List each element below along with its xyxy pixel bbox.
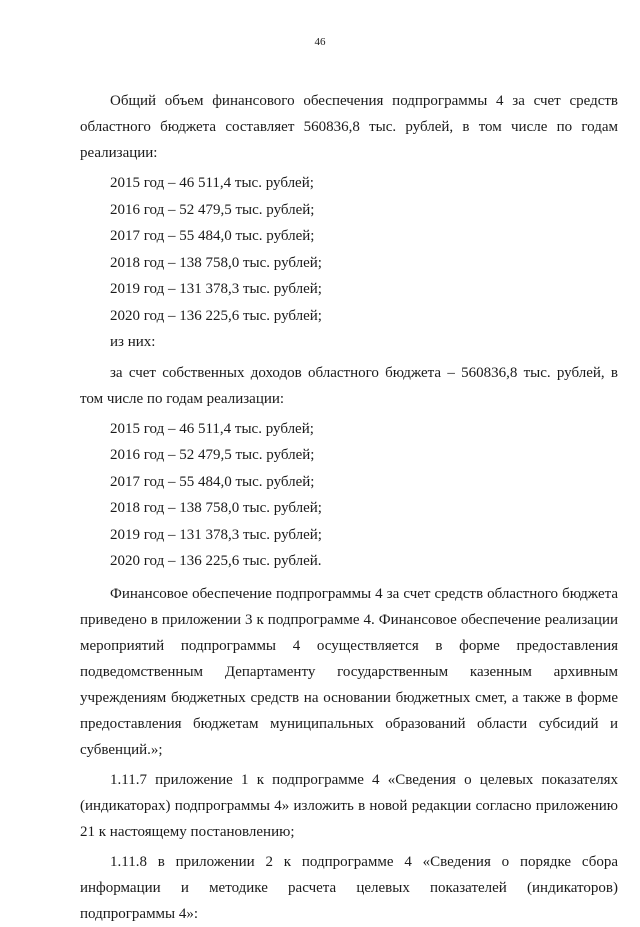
- list-item: 2020 год – 136 225,6 тыс. рублей.: [110, 553, 322, 569]
- list-item: 2015 год – 46 511,4 тыс. рублей;: [110, 420, 314, 437]
- list-item: 2018 год – 138 758,0 тыс. рублей;: [110, 500, 322, 516]
- list-item: 2016 год – 52 479,5 тыс. рублей;: [110, 447, 315, 463]
- page-number: 46: [314, 36, 326, 48]
- own-revenue-by-year-list: [80, 416, 618, 575]
- list-item: 2020 год – 136 225,6 тыс. рублей;: [110, 307, 322, 324]
- funding-by-year-list: [80, 170, 618, 356]
- list-item: 2019 год – 131 378,3 тыс. рублей;: [110, 526, 322, 543]
- own-revenue-paragraph: за счет собственных доходов областного бюджета – 560836,8 тыс. рублей, в том числе по годам реализации:: [80, 364, 618, 407]
- funding-total-paragraph: Общий объем финансового обеспечения подпрограммы 4 за счет средств областного бюджета составляет 560836,8 тыс. рублей, в том числе по годам реализации:: [80, 93, 618, 161]
- list-item: 2015 год – 46 511,4 тыс. рублей;: [110, 175, 314, 191]
- item-1-11-7-paragraph: 1.11.7 приложение 1 к подпрограмме 4 «Сведения о целевых показателях (индикаторах) подпрограммы 4» изложить в новой редакции согласно приложению 21 к настоящему постановлению;: [80, 771, 618, 840]
- of-which-label: из них:: [110, 334, 156, 350]
- page-content: [80, 88, 618, 927]
- financing-paragraph: Финансовое обеспечение подпрограммы 4 за счет средств областного бюджета приведено в приложении 3 к подпрограмме 4. Финансовое обеспечение реализации мероприятий подпрограммы 4 осуществляется в форме предоставления подведомственным Департаменту государственным казенным архивным учреждениям бюджетных средств на основании бюджетных смет, а также в форме предоставления бюджетам муниципальных образований области субсидий и субвенций.»;: [80, 585, 618, 758]
- item-1-11-8-paragraph: 1.11.8 в приложении 2 к подпрограмме 4 «Сведения о порядке сбора информации и методике расчета целевых показателей (индикаторов) подпрограммы 4»:: [80, 853, 618, 922]
- list-item: 2016 год – 52 479,5 тыс. рублей;: [110, 201, 315, 218]
- list-item: 2017 год – 55 484,0 тыс. рублей;: [110, 473, 315, 490]
- list-item: 2019 год – 131 378,3 тыс. рублей;: [110, 281, 322, 297]
- list-item: 2018 год – 138 758,0 тыс. рублей;: [110, 254, 322, 271]
- list-item: 2017 год – 55 484,0 тыс. рублей;: [110, 228, 315, 244]
